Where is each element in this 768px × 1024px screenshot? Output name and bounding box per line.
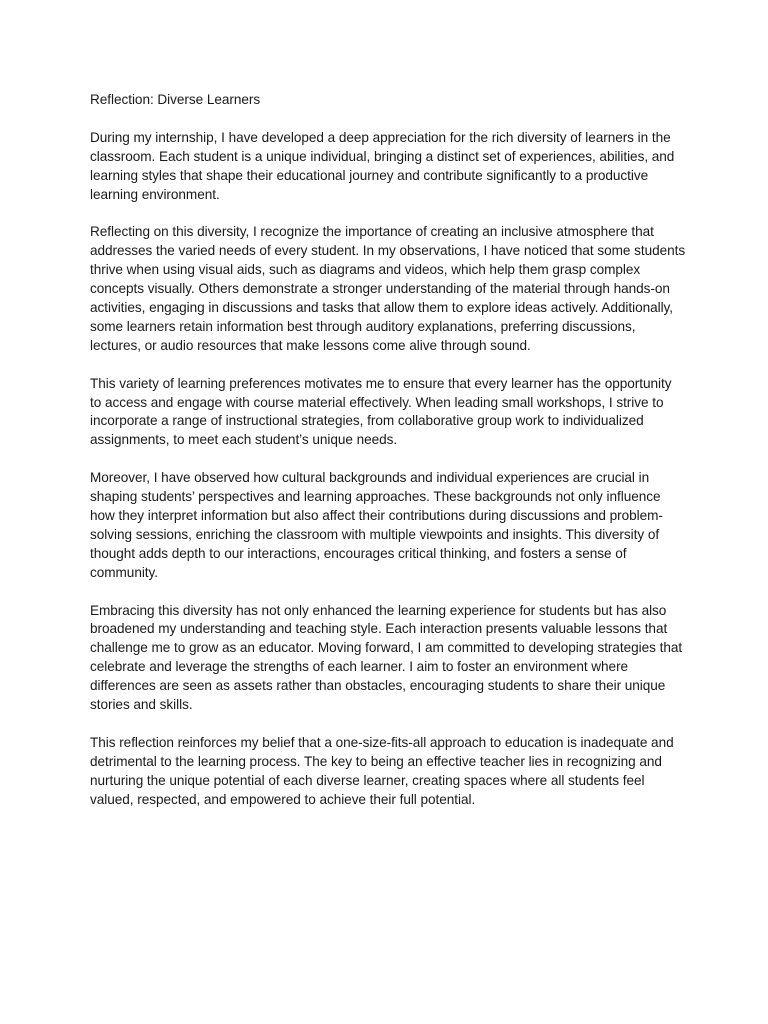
document-title: Reflection: Diverse Learners — [90, 92, 261, 107]
paragraph-5: Embracing this diversity has not only enhanced the learning experience for students but has also broadened my understanding and teaching style. Each interaction presents valuable lessons that challenge me to grow as an educator. Moving forward, I am committed to developing strategies that celebrate and leverage the strengths of each learner. I aim to foster an environment where differences are seen as assets rather than obstacles, encouraging students to share their unique stories and skills. — [90, 602, 683, 713]
document-body — [90, 91, 686, 828]
paragraph-4: Moreover, I have observed how cultural backgrounds and individual experiences are crucial in shaping students’ perspectives and learning approaches. These backgrounds not only influence how they interpret information but also affect their contributions during discussions and problem-solving sessions, enriching the classroom with multiple viewpoints and insights. This diversity of thought adds depth to our interactions, encourages critical thinking, and fosters a sense of community. — [90, 470, 663, 580]
paragraph-1: During my internship, I have developed a deep appreciation for the rich diversity of learners in the classroom. Each student is a unique individual, bringing a distinct set of experiences, abilities, and learning styles that shape their educational journey and contribute significantly to a productive learning environment. — [90, 129, 675, 202]
paragraph-3: This variety of learning preferences motivates me to ensure that every learner has the opportunity to access and engage with course material effectively. When leading small workshops, I strive to incorporate a range of instructional strategies, from collaborative group work to individualized assignments, to meet each student’s unique needs. — [90, 375, 672, 448]
paragraph-2: Reflecting on this diversity, I recognize the importance of creating an inclusive atmosphere that addresses the varied needs of every student. In my observations, I have noticed that some students thrive when using visual aids, such as diagrams and videos, which help them grasp complex concepts visually. Others demonstrate a stronger understanding of the material through hands-on activities, engaging in discussions and tasks that allow them to explore ideas actively. Additionally, some learners retain information best through auditory explanations, preferring discussions, lectures, or audio resources that make lessons come alive through sound. — [90, 224, 686, 353]
paragraph-6: This reflection reinforces my belief that a one-size-fits-all approach to education is inadequate and detrimental to the learning process. The key to being an effective teacher lies in recognizing and nurturing the unique potential of each diverse learner, creating spaces where all students feel valued, respected, and empowered to achieve their full potential. — [90, 734, 674, 807]
